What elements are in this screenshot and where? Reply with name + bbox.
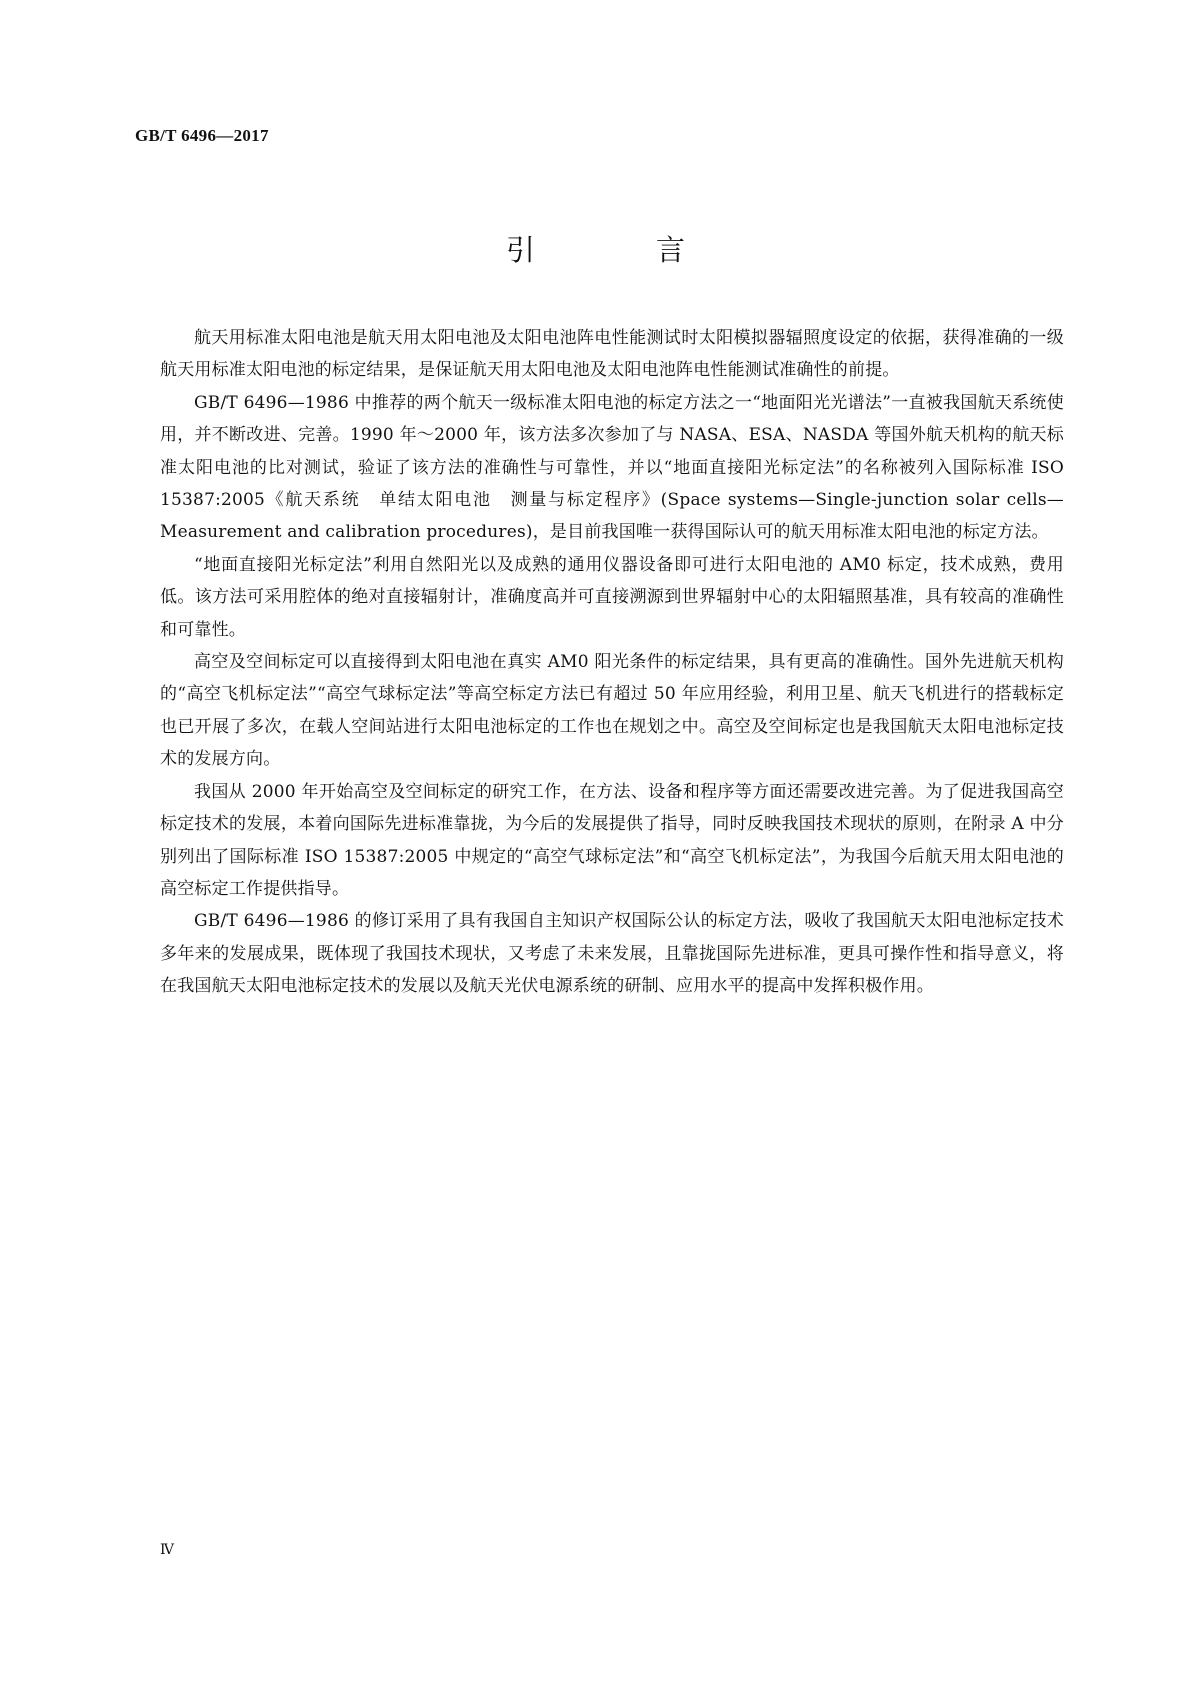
- page-number: Ⅳ: [160, 1542, 174, 1558]
- paragraph-2: GB/T 6496—1986 中推荐的两个航天一级标准太阳电池的标定方法之一“地面阳光光谱法”一直被我国航天系统使用，并不断改进、完善。1990 年～2000 年，该方法多次参加了与 NASA、ESA、NASDA 等国外航天机构的航天标准太阳电池的比对测试，验证了该方法的准确性与可靠性，并以“地面直接阳光标定法”的名称被列入国际标准 ISO 15387:2005《航天系统 单结太阳电池 测量与标定程序》(Space systems—Single-junction solar cells—Measurement and calibration procedures)，是目前我国唯一获得国际认可的航天用标准太阳电池的标定方法。: [160, 392, 1064, 543]
- paragraph-6: GB/T 6496—1986 的修订采用了具有我国自主知识产权国际公认的标定方法，吸收了我国航天太阳电池标定技术多年来的发展成果，既体现了我国技术现状，又考虑了未来发展，且靠拢国际先进标准，更具可操作性和指导意义，将在我国航天太阳电池标定技术的发展以及航天光伏电源系统的研制、应用水平的提高中发挥积极作用。: [160, 911, 1064, 997]
- introduction-body: [160, 322, 1064, 1003]
- paragraph-1: 航天用标准太阳电池是航天用太阳电池及太阳电池阵电性能测试时太阳模拟器辐照度设定的依据，获得准确的一级航天用标准太阳电池的标定结果，是保证航天用太阳电池及太阳电池阵电性能测试准确性的前提。: [160, 328, 1064, 381]
- standard-code: GB/T 6496—2017: [135, 126, 269, 145]
- paragraph-5: 我国从 2000 年开始高空及空间标定的研究工作，在方法、设备和程序等方面还需要改进完善。为了促进我国高空标定技术的发展，本着向国际先进标准靠拢，为今后的发展提供了指导，同时反映我国技术现状的原则，在附录 A 中分别列出了国际标准 ISO 15387:2005 中规定的“高空气球标定法”和“高空飞机标定法”，为我国今后航天用太阳电池的高空标定工作提供指导。: [160, 781, 1064, 899]
- paragraph-4: 高空及空间标定可以直接得到太阳电池在真实 AM0 阳光条件的标定结果，具有更高的准确性。国外先进航天机构的“高空飞机标定法”“高空气球标定法”等高空标定方法已有超过 50 年应用经验，利用卫星、航天飞机进行的搭载标定也已开展了多次，在载人空间站进行太阳电池标定的工作也在规划之中。高空及空间标定也是我国航天太阳电池标定技术的发展方向。: [160, 652, 1064, 770]
- paragraph-3: “地面直接阳光标定法”利用自然阳光以及成熟的通用仪器设备即可进行太阳电池的 AM0 标定，技术成熟，费用低。该方法可采用腔体的绝对直接辐射计，准确度高并可直接溯源到世界辐射中心的太阳辐照基准，具有较高的准确性和可靠性。: [160, 554, 1064, 640]
- page-title: 引 言: [505, 233, 731, 267]
